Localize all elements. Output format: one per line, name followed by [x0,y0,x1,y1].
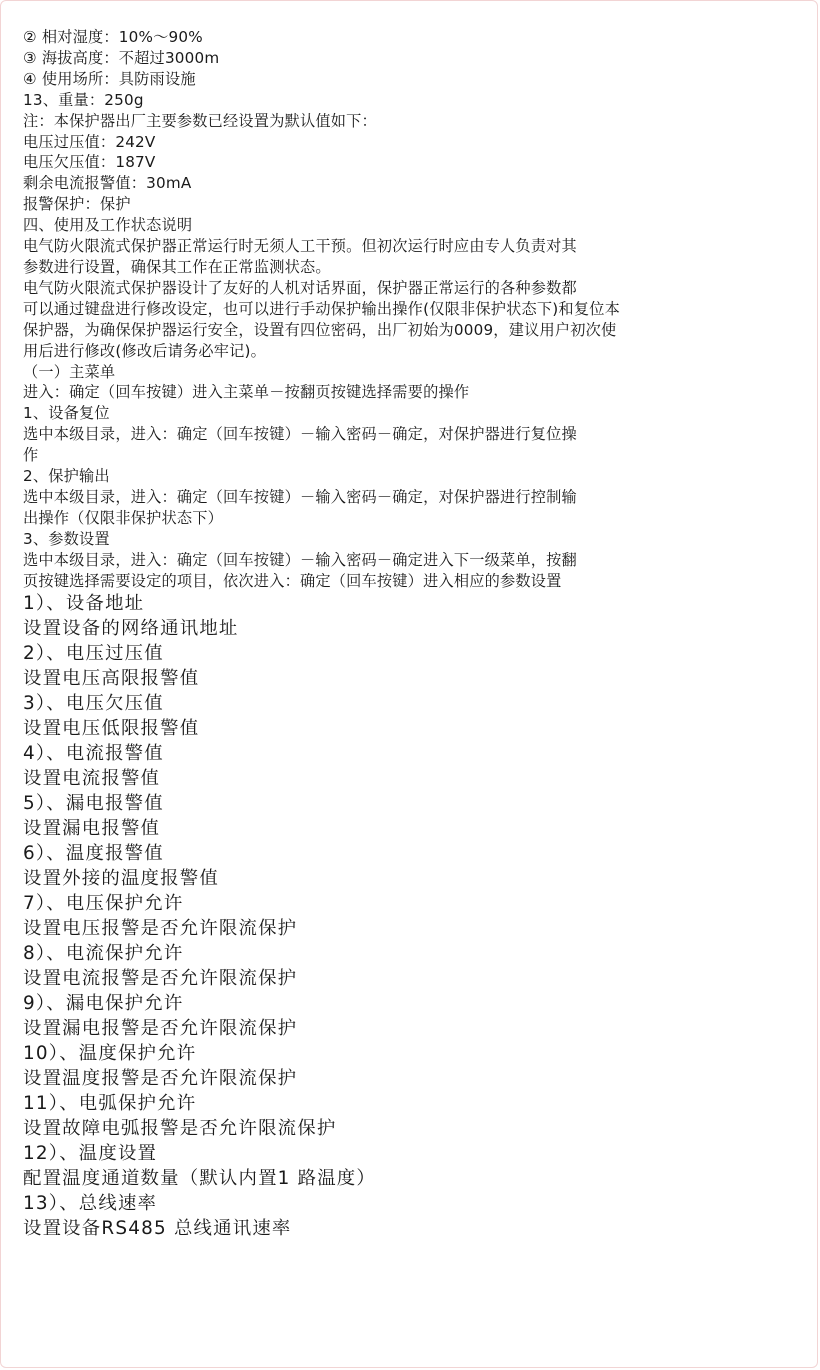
default-alarm-protection: 报警保护：保护 [23,195,131,214]
spec-location: ④ 使用场所：具防雨设施 [23,69,196,88]
default-residual-current: 剩余电流报警值：30mA [23,174,192,193]
paragraph-line: 页按键选择需要设定的项目，依次进入：确定（回车按键）进入相应的参数设置 [23,571,562,590]
param-heading-temperature-protection: 10）、温度保护允许 [23,1043,197,1065]
param-heading-leakage-alarm: 5）、漏电报警值 [23,793,164,815]
param-heading-leakage-protection: 9）、漏电保护允许 [23,993,184,1015]
paragraph-line: 选中本级目录，进入：确定（回车按键）－输入密码－确定，对保护器进行复位操 [23,425,577,444]
note-defaults: 注：本保护器出厂主要参数已经设置为默认值如下： [23,111,377,130]
param-heading-current-protection: 8）、电流保护允许 [23,943,184,965]
default-overvoltage: 电压过压值：242V [23,132,156,151]
paragraph-line: 选中本级目录，进入：确定（回车按键）－输入密码－确定进入下一级菜单，按翻 [23,550,577,569]
paragraph-line: 保护器，为确保保护器运行安全，设置有四位密码，出厂初始为0009，建议用户初次使 [23,320,617,339]
param-desc: 设置电流报警是否允许限流保护 [23,968,298,990]
param-desc: 设置温度报警是否允许限流保护 [23,1068,298,1090]
param-heading-temperature-alarm: 6）、温度报警值 [23,843,164,865]
paragraph-line: 出操作（仅限非保护状态下） [23,508,224,527]
param-heading-temperature-setting: 12）、温度设置 [23,1143,158,1165]
param-heading-undervoltage: 3）、电压欠压值 [23,693,164,715]
param-desc: 设置漏电报警值 [23,818,161,840]
param-desc: 设置设备的网络通讯地址 [23,618,239,640]
spec-weight: 13、重量：250g [23,90,144,109]
param-desc: 设置电压高限报警值 [23,668,200,690]
parameter-list [23,591,803,1241]
param-desc: 设置外接的温度报警值 [23,868,219,890]
paragraph-line: 电气防火限流式保护器设计了友好的人机对话界面，保护器正常运行的各种参数都 [23,278,577,297]
menu-item-protection-output: 2、保护输出 [23,467,110,486]
paragraph-line: 电气防火限流式保护器正常运行时无须人工干预。但初次运行时应由专人负责对其 [23,237,577,256]
param-heading-arc-protection: 11）、电弧保护允许 [23,1093,197,1115]
paragraph-line: 参数进行设置，确保其工作在正常监测状态。 [23,257,331,276]
param-heading-bus-rate: 13）、总线速率 [23,1193,158,1215]
param-desc: 设置电压报警是否允许限流保护 [23,918,298,940]
param-desc: 设置设备RS485 总线通讯速率 [23,1218,292,1240]
paragraph-line: 进入：确定（回车按键）进入主菜单－按翻页按键选择需要的操作 [23,383,470,402]
param-desc: 设置漏电报警是否允许限流保护 [23,1018,298,1040]
small-text-section [23,27,803,591]
paragraph-line: 可以通过键盘进行修改设定，也可以进行手动保护输出操作(仅限非保护状态下)和复位本 [23,299,620,318]
param-heading-current-alarm: 4）、电流报警值 [23,743,164,765]
default-undervoltage: 电压欠压值：187V [23,153,156,172]
menu-item-device-reset: 1、设备复位 [23,404,110,423]
param-heading-voltage-protection: 7）、电压保护允许 [23,893,184,915]
spec-humidity: ② 相对湿度：10%～90% [23,28,203,46]
param-heading-device-address: 1）、设备地址 [23,593,145,615]
param-heading-overvoltage: 2）、电压过压值 [23,643,164,665]
paragraph-line: 作 [23,446,39,465]
paragraph-line: 用后进行修改(修改后请务必牢记)。 [23,341,267,360]
spec-altitude: ③ 海拔高度：不超过3000m [23,48,220,67]
subheading-main-menu: （一）主菜单 [23,362,116,381]
paragraph-line: 选中本级目录，进入：确定（回车按键）－输入密码－确定，对保护器进行控制输 [23,487,577,506]
param-desc: 设置电流报警值 [23,768,161,790]
param-desc: 配置温度通道数量（默认内置1 路温度） [23,1168,376,1190]
document-body [23,27,803,1241]
param-desc: 设置故障电弧报警是否允许限流保护 [23,1118,337,1140]
menu-item-parameter-setting: 3、参数设置 [23,529,110,548]
section-heading-usage: 四、使用及工作状态说明 [23,216,193,235]
param-desc: 设置电压低限报警值 [23,718,200,740]
